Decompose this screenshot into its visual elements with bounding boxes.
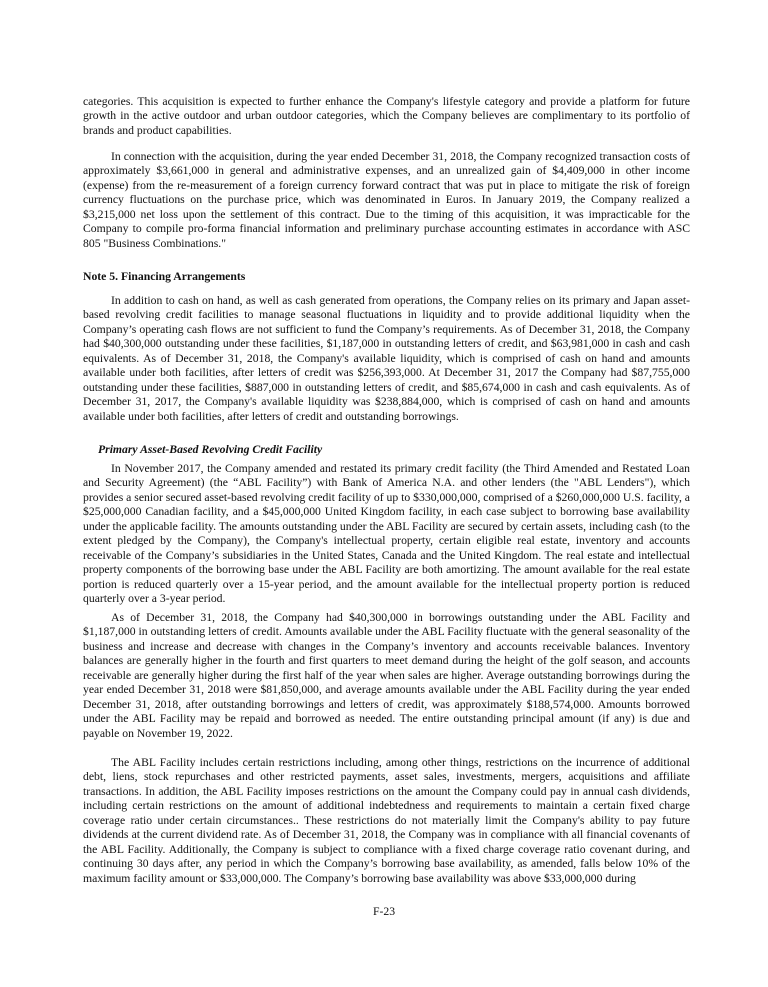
- paragraph-transaction-costs: In connection with the acquisition, during the year ended December 31, 2018, the Company recognized transaction costs of approximately $3,661,000 in general and administrative expenses, and an unrealized gain of $4,409,000 in other income (expense) from the re-measurement of a foreign currency forward contract that was put in place to mitigate the risk of foreign currency fluctuations on the purchase price, which was denominated in Euros. In January 2019, the Company realized a $3,215,000 net loss upon the settlement of this contract. Due to the timing of this acquisition, it was impracticable for the Company to compile pro-forma financial information and preliminary purchase accounting estimates in accordance with ASC 805 "Business Combinations.": [83, 150, 690, 250]
- section-heading: Note 5. Financing Arrangements: [83, 270, 246, 283]
- paragraph-restrictions: The ABL Facility includes certain restrictions including, among other things, restrictions on the incurrence of additional debt, liens, stock repurchases and other restricted payments, asset sales, investments, mergers, acquisitions and affiliate transactions. In addition, the ABL Facility imposes restrictions on the amount the Company could pay in annual cash dividends, including certain restrictions on the amount of additional indebtedness and requirements to maintain a certain fixed charge coverage ratio under certain circumstances.. These restrictions do not materially limit the Company's ability to pay future dividends at the current dividend rate. As of December 31, 2018, the Company was in compliance with all financial covenants of the ABL Facility. Additionally, the Company is subject to compliance with a fixed charge coverage ratio covenant during, and continuing 30 days after, any period in which the Company’s borrowing base availability, as amended, falls below 10% of the maximum facility amount or $33,000,000. The Company’s borrowing base availability was above $33,000,000 during: [83, 756, 690, 885]
- paragraph-borrowings: As of December 31, 2018, the Company had $40,300,000 in borrowings outstanding under the ABL Facility and $1,187,000 in outstanding letters of credit. Amounts available under the ABL Facility fluctuate with the general seasonality of the business and increase and decrease with changes in the Company’s inventory and accounts receivable balances. Inventory balances are generally higher in the fourth and first quarters to meet demand during the height of the golf season, and accounts receivable are generally higher during the first half of the year when sales are higher. Average outstanding borrowings during the year ended December 31, 2018 were $81,850,000, and average amounts available under the ABL Facility during the year ended December 31, 2018, after outstanding borrowings and letters of credit, was approximately $188,574,000. Amounts borrowed under the ABL Facility may be repaid and borrowed as needed. The entire outstanding principal amount (if any) is due and payable on November 19, 2022.: [83, 611, 690, 740]
- paragraph-abl-facility: In November 2017, the Company amended and restated its primary credit facility (the Third Amended and Restated Loan and Security Agreement) (the “ABL Facility”) with Bank of America N.A. and other lenders (the "ABL Lenders"), which provides a senior secured asset-based revolving credit facility of up to $330,000,000, comprised of a $260,000,000 U.S. facility, a $25,000,000 Canadian facility, and a $45,000,000 United Kingdom facility, in each case subject to borrowing base availability under the applicable facility. The amounts outstanding under the ABL Facility are secured by certain assets, including cash (to the extent pledged by the Company), the Company's intellectual property, certain eligible real estate, inventory and accounts receivable of the Company’s subsidiaries in the United States, Canada and the United Kingdom. The real estate and intellectual property components of the borrowing base under the ABL Facility are both amortizing. The amount available for the real estate portion is reduced quarterly over a 15-year period, and the amount available for the intellectual property portion is reduced quarterly over a 3-year period.: [83, 462, 690, 606]
- page-number: F-23: [372, 905, 396, 918]
- paragraph-acquisition-categories: categories. This acquisition is expected to further enhance the Company's lifestyle category and provide a platform for future growth in the active outdoor and urban outdoor categories, which the Company believes are complimentary to its portfolio of brands and product capabilities.: [83, 95, 690, 137]
- paragraph-liquidity: In addition to cash on hand, as well as cash generated from operations, the Company relies on its primary and Japan asset-based revolving credit facilities to manage seasonal fluctuations in liquidity and to provide additional liquidity when the Company’s operating cash flows are not sufficient to fund the Company’s requirements. As of December 31, 2018, the Company had $40,300,000 outstanding under these facilities, $1,187,000 in outstanding letters of credit, and $63,981,000 in cash and cash equivalents. As of December 31, 2018, the Company's available liquidity, which is comprised of cash on hand and amounts available under both facilities, after letters of credit was $256,393,000. At December 31, 2017 the Company had $87,755,000 outstanding under these facilities, $887,000 in outstanding letters of credit, and $85,674,000 in cash and cash equivalents. As of December 31, 2017, the Company's available liquidity was $238,884,000, which is comprised of cash on hand and amounts available under both facilities, after letters of credit and outstanding borrowings.: [83, 294, 690, 423]
- subsection-heading: Primary Asset-Based Revolving Credit Facility: [98, 443, 323, 456]
